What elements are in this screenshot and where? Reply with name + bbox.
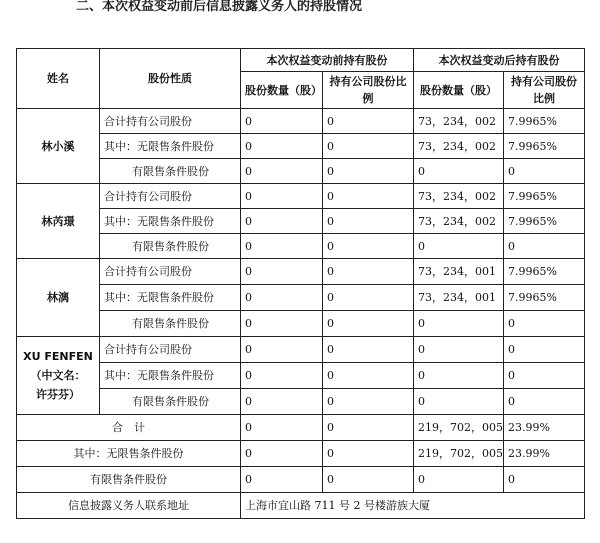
before-ratio: 0 — [323, 134, 414, 159]
header-before-group: 本次权益变动前持有股份 — [241, 49, 414, 72]
after-ratio: 0 — [504, 311, 585, 337]
before-ratio: 0 — [323, 109, 414, 134]
share-type-unrestricted: 其中：无限售条件股份 — [100, 285, 241, 311]
before-ratio: 0 — [323, 467, 414, 493]
table-row — [17, 337, 585, 363]
share-type-unrestricted: 其中：无限售条件股份 — [100, 209, 241, 234]
before-ratio: 0 — [323, 259, 414, 285]
before-qty: 0 — [241, 159, 323, 184]
before-ratio: 0 — [323, 311, 414, 337]
header-before-ratio: 持有公司股份比例 — [323, 72, 414, 109]
table-row — [17, 259, 585, 285]
address-row — [17, 493, 585, 519]
table-row — [17, 234, 585, 259]
after-ratio: 7.9965% — [504, 285, 585, 311]
share-type-unrestricted: 其中：无限售条件股份 — [100, 363, 241, 389]
share-type-restricted: 有限售条件股份 — [100, 389, 241, 415]
after-ratio: 23.99% — [504, 415, 585, 441]
share-type-total: 合计持有公司股份 — [100, 184, 241, 209]
table-row — [17, 184, 585, 209]
share-type-unrestricted: 其中：无限售条件股份 — [100, 134, 241, 159]
before-qty: 0 — [241, 467, 323, 493]
after-qty: 0 — [414, 311, 504, 337]
after-ratio: 23.99% — [504, 441, 585, 467]
after-ratio: 7.9965% — [504, 109, 585, 134]
before-ratio: 0 — [323, 389, 414, 415]
holder-name: 林漓 — [17, 259, 100, 337]
share-type-restricted: 有限售条件股份 — [100, 311, 241, 337]
header-name: 姓名 — [17, 49, 100, 109]
header-after-qty: 股份数量（股） — [414, 72, 504, 109]
before-qty: 0 — [241, 389, 323, 415]
holder-name-line: 许芬芬） — [36, 388, 80, 401]
holder-name-line: XU FENFEN — [23, 350, 93, 363]
after-qty: 0 — [414, 337, 504, 363]
before-ratio: 0 — [323, 209, 414, 234]
before-ratio: 0 — [323, 234, 414, 259]
before-qty: 0 — [241, 285, 323, 311]
header-after-ratio: 持有公司股份比例 — [504, 72, 585, 109]
before-qty: 0 — [241, 337, 323, 363]
table-row — [17, 109, 585, 134]
after-qty: 0 — [414, 467, 504, 493]
before-ratio: 0 — [323, 337, 414, 363]
header-share-type: 股份性质 — [100, 49, 241, 109]
table-row — [17, 285, 585, 311]
table-row — [17, 389, 585, 415]
after-qty: 73，234，001 — [414, 285, 504, 311]
table-header-row — [17, 49, 585, 72]
after-ratio: 7.9965% — [504, 209, 585, 234]
after-qty: 73，234，002 — [414, 134, 504, 159]
after-qty: 0 — [414, 234, 504, 259]
table-row — [17, 159, 585, 184]
before-qty: 0 — [241, 234, 323, 259]
after-qty: 73，234，002 — [414, 109, 504, 134]
after-qty: 219，702，005 — [414, 415, 504, 441]
after-qty: 219，702，005 — [414, 441, 504, 467]
before-qty: 0 — [241, 311, 323, 337]
before-ratio: 0 — [323, 441, 414, 467]
after-ratio: 0 — [504, 467, 585, 493]
after-qty: 0 — [414, 159, 504, 184]
header-after-group: 本次权益变动后持有股份 — [414, 49, 585, 72]
table-row — [17, 134, 585, 159]
before-qty: 0 — [241, 415, 323, 441]
table-row-total — [17, 415, 585, 441]
after-qty: 73，234，001 — [414, 259, 504, 285]
after-ratio: 0 — [504, 337, 585, 363]
share-type-restricted: 有限售条件股份 — [100, 159, 241, 184]
before-qty: 0 — [241, 363, 323, 389]
table-row — [17, 311, 585, 337]
before-ratio: 0 — [323, 184, 414, 209]
table-row-total — [17, 441, 585, 467]
address-value: 上海市宜山路 711 号 2 号楼游族大厦 — [241, 493, 585, 519]
table-row — [17, 209, 585, 234]
share-type-total: 合计持有公司股份 — [100, 109, 241, 134]
after-qty: 73，234，002 — [414, 209, 504, 234]
before-ratio: 0 — [323, 285, 414, 311]
after-qty: 73，234，002 — [414, 184, 504, 209]
after-ratio: 0 — [504, 159, 585, 184]
after-ratio: 0 — [504, 234, 585, 259]
share-type-total: 合计持有公司股份 — [100, 259, 241, 285]
table-row — [17, 363, 585, 389]
header-before-qty: 股份数量（股） — [241, 72, 323, 109]
after-ratio: 0 — [504, 389, 585, 415]
after-ratio: 7.9965% — [504, 184, 585, 209]
before-qty: 0 — [241, 184, 323, 209]
shareholding-table — [16, 48, 585, 519]
after-qty: 0 — [414, 389, 504, 415]
total-restricted-label: 有限售条件股份 — [17, 467, 241, 493]
holder-name — [17, 337, 100, 415]
share-type-restricted: 有限售条件股份 — [100, 234, 241, 259]
share-type-total: 合计持有公司股份 — [100, 337, 241, 363]
before-qty: 0 — [241, 134, 323, 159]
address-label: 信息披露义务人联系地址 — [17, 493, 241, 519]
after-qty: 0 — [414, 363, 504, 389]
before-ratio: 0 — [323, 363, 414, 389]
holder-name-line: （中文名： — [30, 369, 86, 382]
before-ratio: 0 — [323, 159, 414, 184]
before-ratio: 0 — [323, 415, 414, 441]
before-qty: 0 — [241, 441, 323, 467]
section-heading: 二、本次权益变动前后信息披露义务人的持股情况 — [76, 0, 363, 14]
after-ratio: 7.9965% — [504, 259, 585, 285]
holder-name: 林芮璟 — [17, 184, 100, 259]
after-ratio: 0 — [504, 363, 585, 389]
before-qty: 0 — [241, 109, 323, 134]
holder-name: 林小溪 — [17, 109, 100, 184]
before-qty: 0 — [241, 259, 323, 285]
after-ratio: 7.9965% — [504, 134, 585, 159]
total-unrestricted-label: 其中：无限售条件股份 — [17, 441, 241, 467]
table-row-total — [17, 467, 585, 493]
before-qty: 0 — [241, 209, 323, 234]
total-label: 合 计 — [17, 415, 241, 441]
